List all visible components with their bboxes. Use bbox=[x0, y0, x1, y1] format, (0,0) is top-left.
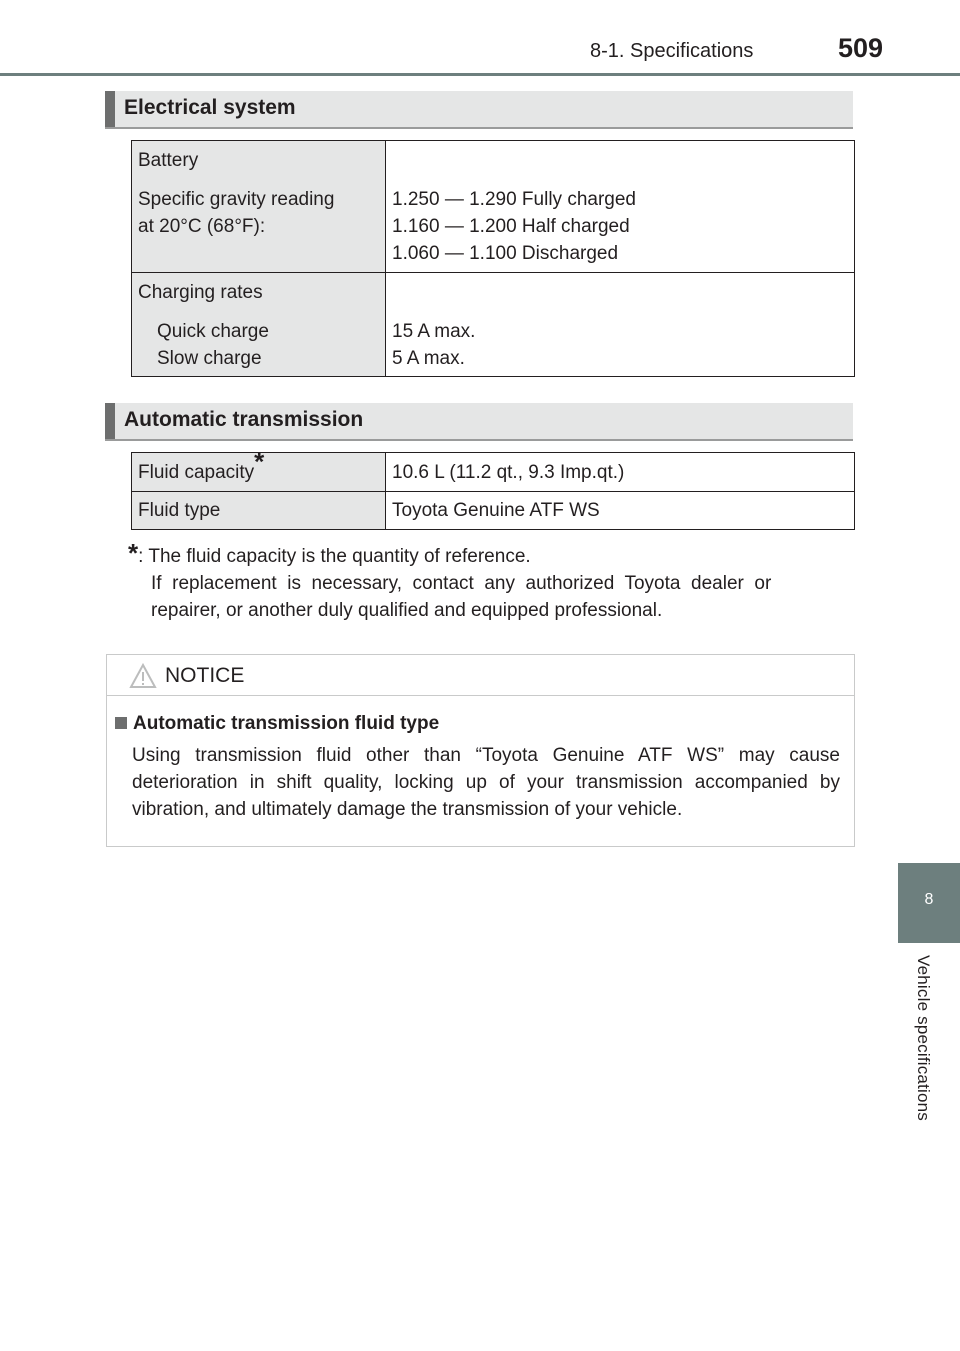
gravity-value-cell bbox=[386, 141, 855, 273]
gravity-label-line2: at 20°C (68°F): bbox=[138, 216, 266, 237]
table-row bbox=[132, 273, 855, 377]
transmission-spec-table bbox=[131, 446, 855, 530]
table-row bbox=[132, 492, 855, 530]
fluid-capacity-value-cell bbox=[386, 453, 855, 492]
fluid-type-label: Fluid type bbox=[138, 500, 221, 521]
notice-header bbox=[107, 655, 854, 696]
chapter-label: Vehicle specifications bbox=[914, 955, 933, 1121]
fluid-capacity-value: 10.6 L (11.2 qt., 9.3 Imp.qt.) bbox=[392, 462, 625, 483]
transmission-section-heading bbox=[105, 403, 853, 441]
charging-label-cell bbox=[132, 273, 386, 377]
footnote-star: * bbox=[128, 538, 139, 568]
fluid-capacity-label-cell bbox=[132, 446, 386, 492]
footnote-line1 bbox=[128, 540, 848, 570]
page-number: 509 bbox=[838, 33, 884, 63]
battery-label-cell bbox=[132, 141, 386, 273]
heading-bar bbox=[105, 91, 115, 127]
slow-charge-label: Slow charge bbox=[157, 348, 262, 369]
gravity-value-discharged: 1.060 — 1.100 Discharged bbox=[392, 243, 619, 264]
transmission-section-title: Automatic transmission bbox=[124, 408, 364, 431]
quick-charge-value: 15 A max. bbox=[392, 321, 476, 342]
chapter-number: 8 bbox=[924, 891, 934, 908]
charging-value-cell bbox=[386, 273, 855, 377]
footnote-marker: * bbox=[254, 446, 265, 477]
electrical-spec-table bbox=[131, 140, 855, 377]
heading-bar bbox=[105, 403, 115, 439]
square-bullet-icon bbox=[115, 717, 127, 729]
fluid-type-value-cell bbox=[386, 492, 855, 530]
warning-triangle-icon bbox=[129, 663, 157, 694]
fluid-type-value: Toyota Genuine ATF WS bbox=[392, 500, 600, 521]
gravity-value-half: 1.160 — 1.200 Half charged bbox=[392, 216, 630, 237]
notice-item-heading bbox=[115, 713, 439, 735]
quick-charge-label: Quick charge bbox=[157, 321, 269, 342]
slow-charge-value: 5 A max. bbox=[392, 348, 465, 369]
footnote-line1-text: : The fluid capacity is the quantity of reference. bbox=[138, 546, 531, 567]
table-row bbox=[132, 453, 855, 492]
notice-body: Using transmission fluid other than “Toyota Genuine ATF WS” may cause deterioration in shift quality, locking up of your transmission accompanied by vibration, and ultimately damage the transmission of your vehicle. bbox=[132, 745, 840, 820]
header-rule bbox=[0, 73, 960, 76]
notice-box bbox=[106, 654, 855, 847]
notice-label: NOTICE bbox=[165, 664, 245, 687]
fluid-capacity-label-text: Fluid capacity bbox=[138, 462, 255, 483]
footnote-line3: repairer, or another duly qualified and equipped professional. bbox=[151, 600, 663, 621]
gravity-value-full: 1.250 — 1.290 Fully charged bbox=[392, 189, 636, 210]
fluid-type-label-cell bbox=[132, 492, 386, 530]
table-row bbox=[132, 141, 855, 273]
footnote-line2: If replacement is necessary, contact any authorized Toyota dealer or bbox=[151, 573, 772, 594]
fluid-capacity-label bbox=[138, 446, 265, 486]
battery-label: Battery bbox=[138, 150, 199, 171]
electrical-section-title: Electrical system bbox=[124, 96, 296, 119]
header-section-title: 8-1. Specifications bbox=[590, 40, 754, 62]
footnote bbox=[128, 540, 848, 624]
notice-item-title: Automatic transmission fluid type bbox=[133, 713, 440, 734]
electrical-section-heading bbox=[105, 91, 853, 129]
charging-rates-label: Charging rates bbox=[138, 282, 263, 303]
gravity-label-line1: Specific gravity reading bbox=[138, 189, 335, 210]
chapter-tab bbox=[898, 863, 960, 943]
